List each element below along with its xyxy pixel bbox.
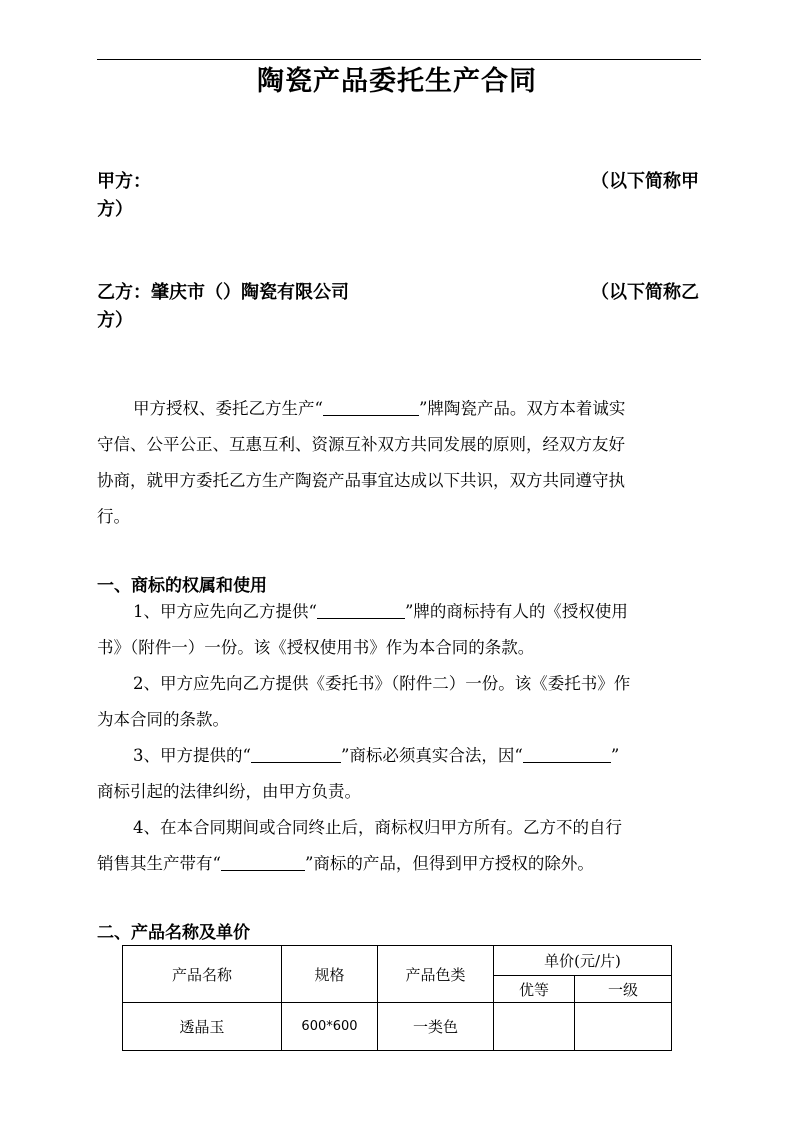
cell-spec: 600*600 <box>282 1003 378 1051</box>
clause-1-4: 4、在本合同期间或合同终止后，商标权归甲方所有。乙方不的自行 销售其生产带有“ ”商标的产品，但得到甲方授权的除外。 <box>97 818 622 873</box>
table-row <box>123 1003 672 1051</box>
party-a-abbr-cont: 方） <box>97 199 133 220</box>
cell-price-premium <box>494 1003 575 1051</box>
trademark-blank <box>221 854 305 871</box>
party-a-label: 甲方： <box>97 171 151 192</box>
clause-1-1: 1、甲方应先向乙方提供“ ”牌的商标持有人的《授权使用 书》（附件一）一份。该《授权使用书》作为本合同的条款。 <box>97 602 628 657</box>
header-grade-premium: 优等 <box>494 976 575 1003</box>
clause-1-2: 2、甲方应先向乙方提供《委托书》（附件二）一份。该《委托书》作 为本合同的条款。 <box>97 674 631 729</box>
party-b-abbr-cont: 方） <box>97 310 133 331</box>
section-2-title: 二、产品名称及单价 <box>97 923 250 943</box>
section-1-title: 一、商标的权属和使用 <box>97 576 267 596</box>
party-a-abbr: （以下简称甲 <box>591 171 699 192</box>
clause-1-3: 3、甲方提供的“ ”商标必须真实合法，因“ ” 商标引起的法律纠纷，由甲方负责。 <box>97 746 620 801</box>
price-table <box>122 945 672 1051</box>
intro-paragraph: 甲方授权、委托乙方生产“ ”牌陶瓷产品。双方本着诚实 守信、公平公正、互惠互利、资源互补双方共同发展的原则，经双方友好 协商，就甲方委托乙方生产陶瓷产品事宜达成以下共识，双方共同遵守执 行。 <box>97 399 626 526</box>
brand-blank <box>323 399 419 416</box>
cell-color: 一类色 <box>378 1003 494 1051</box>
header-grade-first: 一级 <box>575 976 672 1003</box>
trademark-blank <box>251 746 341 763</box>
header-unit-price: 单价(元/片) <box>494 946 672 976</box>
header-spec: 规格 <box>282 946 378 1003</box>
header-product-name: 产品名称 <box>123 946 282 1003</box>
trademark-blank <box>317 602 405 619</box>
trademark-blank <box>523 746 611 763</box>
party-b-abbr: （以下简称乙 <box>591 282 699 303</box>
cell-product-name: 透晶玉 <box>123 1003 282 1051</box>
header-rule <box>97 59 701 60</box>
page-title: 陶瓷产品委托生产合同 <box>257 66 537 97</box>
party-b-name: 肇庆市（）陶瓷有限公司 <box>151 282 349 303</box>
cell-price-first <box>575 1003 672 1051</box>
party-b-label: 乙方：肇庆市（）陶瓷有限公司 <box>97 282 349 303</box>
header-color: 产品色类 <box>378 946 494 1003</box>
